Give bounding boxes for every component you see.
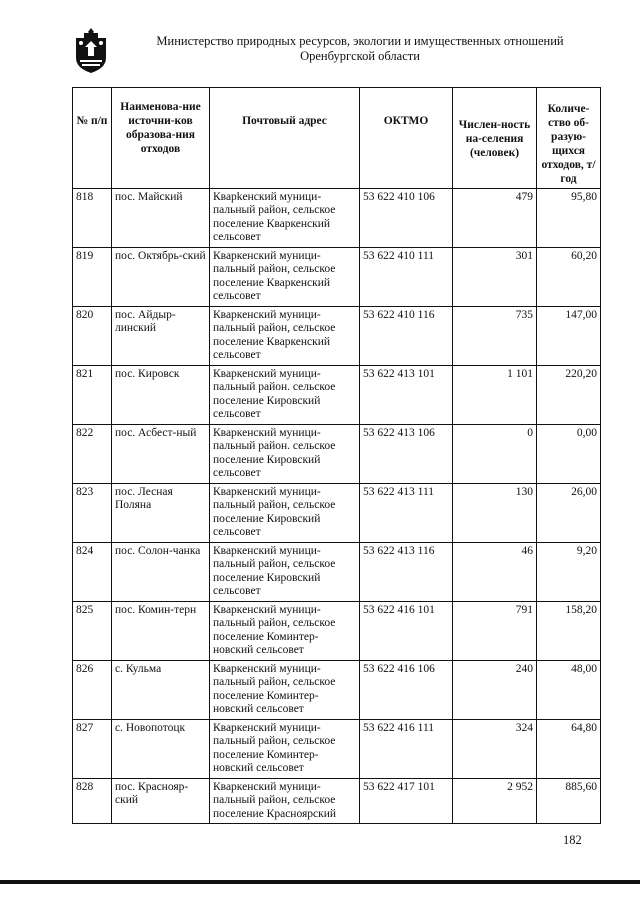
table-row <box>73 248 601 307</box>
address-cell: Кваркенский муници-пальный район, сельское поселение Кировский сельсовет <box>210 484 360 543</box>
source-name-cell: с. Новопотоцк <box>112 720 210 779</box>
source-name-cell: пос. Майский <box>112 189 210 248</box>
population-cell: 240 <box>453 661 537 720</box>
column-header-oktmo: ОКТМО <box>360 88 453 189</box>
address-cell: Кварkенский муници-пальный район, сельское поселение Кваркенский сельсовет <box>210 189 360 248</box>
oktmo-cell: 53 622 416 111 <box>360 720 453 779</box>
waste-amount-cell: 885,60 <box>537 779 601 824</box>
source-name-cell: пос. Краснояр-ский <box>112 779 210 824</box>
waste-amount-cell: 26,00 <box>537 484 601 543</box>
row-number-cell: 827 <box>73 720 112 779</box>
population-cell: 301 <box>453 248 537 307</box>
address-cell: Кваркенский муници-пальный район, сельское поселение Коминтер-новский сельсовет <box>210 661 360 720</box>
row-number-cell: 828 <box>73 779 112 824</box>
oktmo-cell: 53 622 413 111 <box>360 484 453 543</box>
address-cell: Кваркенский муници-пальный район. сельское поселение Кировский сельсовет <box>210 425 360 484</box>
ministry-title: Министерство природных ресурсов, экологии и имущественных отношений <box>156 34 564 48</box>
source-name-cell: пос. Айдыр-линский <box>112 307 210 366</box>
ministry-header <box>120 34 600 64</box>
address-cell: Кваркенский муници-пальный район, сельское поселение Коминтер-новский сельсовет <box>210 602 360 661</box>
row-number-cell: 823 <box>73 484 112 543</box>
population-cell: 735 <box>453 307 537 366</box>
oktmo-cell: 53 622 413 106 <box>360 425 453 484</box>
oktmo-cell: 53 622 417 101 <box>360 779 453 824</box>
population-cell: 2 952 <box>453 779 537 824</box>
source-name-cell: с. Кульма <box>112 661 210 720</box>
oktmo-cell: 53 622 410 111 <box>360 248 453 307</box>
source-name-cell: пос. Кировск <box>112 366 210 425</box>
row-number-cell: 825 <box>73 602 112 661</box>
oktmo-cell: 53 622 410 116 <box>360 307 453 366</box>
column-header-population: Числен-ность на-селения (человек) <box>453 88 537 189</box>
waste-amount-cell: 60,20 <box>537 248 601 307</box>
waste-amount-cell: 95,80 <box>537 189 601 248</box>
table-row <box>73 779 601 824</box>
row-number-cell: 820 <box>73 307 112 366</box>
population-cell: 791 <box>453 602 537 661</box>
population-cell: 1 101 <box>453 366 537 425</box>
column-header-address: Почтовый адрес <box>210 88 360 189</box>
row-number-cell: 824 <box>73 543 112 602</box>
table-row <box>73 307 601 366</box>
address-cell: Кваркенский муници-пальный район, сельское поселение Кваркенский сельсовет <box>210 248 360 307</box>
table-row <box>73 543 601 602</box>
population-cell: 130 <box>453 484 537 543</box>
waste-amount-cell: 220,20 <box>537 366 601 425</box>
address-cell: Кваркенский муници-пальный район, сельское поселение Красноярский <box>210 779 360 824</box>
table-row <box>73 720 601 779</box>
waste-amount-cell: 48,00 <box>537 661 601 720</box>
address-cell: Кваркенский муници-пальный район, сельское поселение Кваркенский сельсовет <box>210 307 360 366</box>
table-header-row <box>73 88 601 189</box>
waste-amount-cell: 158,20 <box>537 602 601 661</box>
table-row <box>73 189 601 248</box>
page-number: 182 <box>563 833 582 847</box>
waste-sources-table <box>72 87 601 824</box>
row-number-cell: 821 <box>73 366 112 425</box>
oktmo-cell: 53 622 416 106 <box>360 661 453 720</box>
oktmo-cell: 53 622 413 116 <box>360 543 453 602</box>
column-header-number: № п/п <box>73 88 112 189</box>
population-cell: 479 <box>453 189 537 248</box>
oktmo-cell: 53 622 413 101 <box>360 366 453 425</box>
column-header-source-name: Наименова-ние источни-ков образова-ния отходов <box>112 88 210 189</box>
row-number-cell: 818 <box>73 189 112 248</box>
column-header-waste-amount: Количе-ство об-разую-щихся отходов, т/год <box>537 88 601 189</box>
row-number-cell: 822 <box>73 425 112 484</box>
oblast-emblem <box>73 26 109 74</box>
population-cell: 0 <box>453 425 537 484</box>
oktmo-cell: 53 622 416 101 <box>360 602 453 661</box>
oktmo-cell: 53 622 410 106 <box>360 189 453 248</box>
waste-amount-cell: 64,80 <box>537 720 601 779</box>
waste-amount-cell: 0,00 <box>537 425 601 484</box>
table-row <box>73 661 601 720</box>
table-row <box>73 366 601 425</box>
waste-amount-cell: 147,00 <box>537 307 601 366</box>
table-row <box>73 425 601 484</box>
row-number-cell: 826 <box>73 661 112 720</box>
table-row <box>73 484 601 543</box>
row-number-cell: 819 <box>73 248 112 307</box>
source-name-cell: пос. Солон-чанка <box>112 543 210 602</box>
address-cell: Кваркенский муници-пальный район, сельское поселение Кировский сельсовет <box>210 543 360 602</box>
region-title: Оренбургской области <box>300 49 420 63</box>
waste-amount-cell: 9,20 <box>537 543 601 602</box>
table-row <box>73 602 601 661</box>
population-cell: 46 <box>453 543 537 602</box>
bottom-rule <box>0 880 640 884</box>
source-name-cell: пос. Асбест-ный <box>112 425 210 484</box>
source-name-cell: пос. Лесная Поляна <box>112 484 210 543</box>
address-cell: Кваркенский муници-пальный район, сельское поселение Коминтер-новский сельсовет <box>210 720 360 779</box>
source-name-cell: пос. Октябрь-ский <box>112 248 210 307</box>
address-cell: Кваркенский муници-пальный район. сельское поселение Кировский сельсовет <box>210 366 360 425</box>
population-cell: 324 <box>453 720 537 779</box>
source-name-cell: пос. Комин-терн <box>112 602 210 661</box>
